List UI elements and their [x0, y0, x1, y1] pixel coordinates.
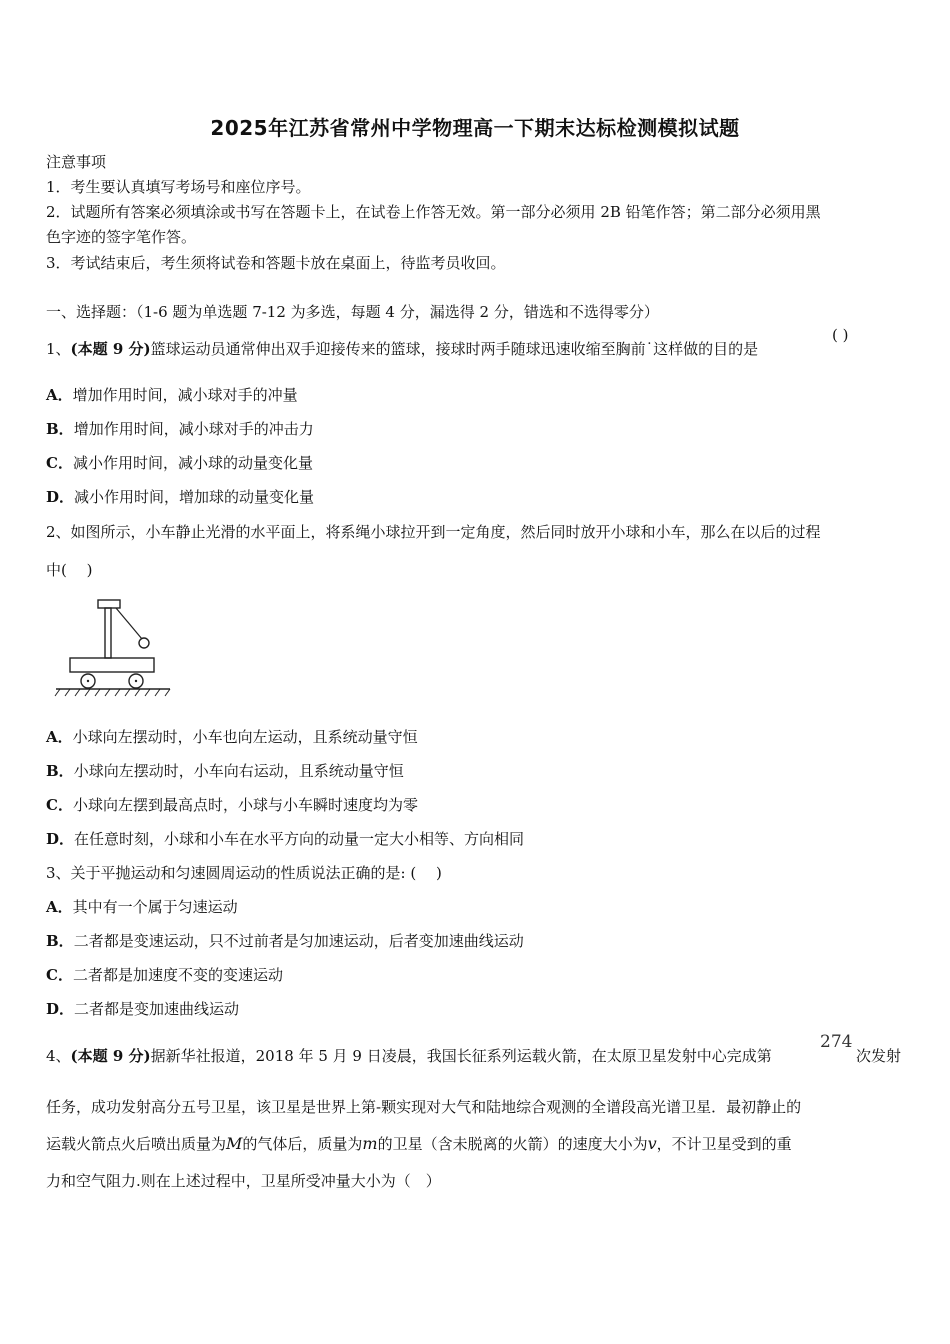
q1-option-b: B．增加作用时间，减小球对手的冲击力 [46, 420, 314, 438]
question-2-stem-cont: 中( ) [46, 561, 93, 579]
q1-text: 篮球运动员通常伸出双手迎接传来的篮球，接球时两手随球迅速收缩至胸前˙这样做的目的是 [150, 340, 759, 358]
q3-option-c: C．二者都是加速度不变的变速运动 [46, 966, 283, 984]
q1-answer-paren: ( ) [832, 326, 849, 344]
cart-pendulum-figure [52, 596, 176, 700]
q2-option-c: C．小球向左摆到最高点时，小球与小车瞬时速度均为零 [46, 796, 418, 814]
page-title: 2025年江苏省常州中学物理高一下期末达标检测模拟试题 [210, 116, 740, 140]
section-heading: 一、选择题：（1-6 题为单选题 7-12 为多选，每题 4 分，漏选得 2 分，错选和不选得零分） [46, 303, 659, 321]
question-1-stem [46, 339, 758, 359]
q1-tag: (本题 9 分) [70, 340, 151, 358]
symbol-v: v [647, 1134, 657, 1153]
question-3-stem: 3、关于平抛运动和匀速圆周运动的性质说法正确的是: ( ) [46, 864, 442, 882]
q4-text-end: 次发射 [856, 1047, 902, 1065]
q2-option-d: D．在任意时刻，小球和小车在水平方向的动量一定大小相等、方向相同 [46, 830, 525, 848]
q3-option-b: B．二者都是变速运动，只不过前者是匀加速运动，后者变加速曲线运动 [46, 932, 524, 950]
launch-count-number: 274 [820, 1032, 853, 1052]
q1-prefix: 1、 [46, 340, 71, 358]
symbol-M: M [226, 1134, 243, 1153]
question-2-stem: 2、如图所示，小车静止光滑的水平面上，将系绳小球拉开到一定角度，然后同时放开小球和小车，那么在以后的过程 [46, 523, 821, 541]
question-4-stem [46, 1046, 772, 1066]
q1-option-d: D．减小作用时间，增加球的动量变化量 [46, 488, 315, 506]
q2-option-a: A．小球向左摆动时，小车也向左运动，且系统动量守恒 [46, 728, 418, 746]
q2-option-b: B．小球向左摆动时，小车向右运动，且系统动量守恒 [46, 762, 404, 780]
q3-option-d: D．二者都是变加速曲线运动 [46, 1000, 240, 1018]
q4-prefix: 4、 [46, 1047, 71, 1065]
symbol-m: m [362, 1134, 378, 1153]
notice-item-3: 3．考试结束后，考生须将试卷和答题卡放在桌面上，待监考员收回。 [46, 254, 506, 272]
q4-line-3: 运载火箭点火后喷出质量为M的气体后，质量为m的卫星（含未脱离的火箭）的速度大小为v，不计卫星受到的重 [46, 1134, 792, 1153]
notice-item-2: 2．试题所有答案必须填涂或书写在答题卡上，在试卷上作答无效。第一部分必须用 2B 铅笔作答；第二部分必须用黑 [46, 203, 821, 221]
notice-item-2-cont: 色字迹的签字笔作答。 [46, 228, 197, 246]
notice-heading: 注意事项 [46, 153, 107, 171]
notice-item-1: 1．考生要认真填写考场号和座位序号。 [46, 178, 311, 196]
q1-option-c: C．减小作用时间，减小球的动量变化量 [46, 454, 313, 472]
q4-line-2: 任务，成功发射高分五号卫星，该卫星是世界上第-颗实现对大气和陆地综合观测的全谱段高光谱卫星．最初静止的 [46, 1098, 802, 1116]
q1-option-a: A．增加作用时间，减小球对手的冲量 [46, 386, 298, 404]
q4-tag: (本题 9 分) [70, 1047, 151, 1065]
q4-line-4: 力和空气阻力.则在上述过程中，卫星所受冲量大小为（ ） [46, 1172, 441, 1190]
q4-text: 据新华社报道，2018 年 5 月 9 日凌晨，我国长征系列运载火箭，在太原卫星发射中心完成第 [150, 1047, 772, 1065]
q3-option-a: A．其中有一个属于匀速运动 [46, 898, 238, 916]
